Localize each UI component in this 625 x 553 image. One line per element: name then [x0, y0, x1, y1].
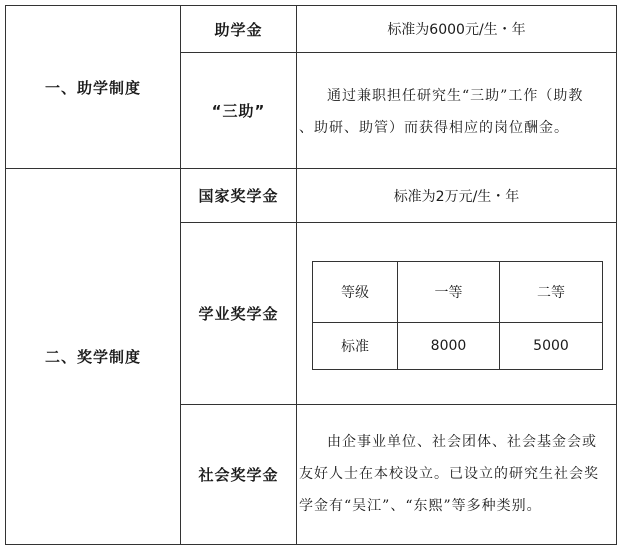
grade-header: 一等	[434, 285, 463, 301]
row-value-grant: 标准为6000元/生・年	[387, 22, 526, 38]
grade-cell: 标准	[341, 339, 369, 355]
paragraph-line: 友好人士在本校设立。已设立的研究生社会奖	[299, 466, 599, 482]
row-value-national: 标准为2万元/生・年	[393, 188, 520, 205]
paragraph-line: 由企事业单位、社会团体、社会基金会或	[327, 434, 597, 450]
row-value-three-assistants	[299, 80, 615, 144]
row-label-academic: 学业奖学金	[198, 305, 279, 323]
row-label-three-assistants: “三助”	[211, 102, 266, 120]
paragraph-line: 通过兼职担任研究生“三助”工作（助教	[327, 88, 584, 104]
row-value-social	[299, 426, 615, 522]
grade-cell: 8000	[430, 338, 467, 354]
paragraph-line: 学金有“吴江”、“东熙”等多种类别。	[299, 498, 542, 514]
grade-header: 二等	[537, 285, 565, 301]
grade-cell: 5000	[533, 338, 569, 354]
row-label-national: 国家奖学金	[198, 187, 279, 205]
paragraph-line: 、助研、助管）而获得相应的岗位酬金。	[299, 120, 569, 136]
academic-grade-table	[312, 261, 603, 370]
section-title-scholarship: 二、奖学制度	[44, 348, 141, 366]
section-title-aid: 一、助学制度	[44, 78, 141, 97]
row-label-social: 社会奖学金	[198, 466, 279, 484]
row-label-grant: 助学金	[214, 20, 263, 39]
grade-header: 等级	[341, 285, 369, 301]
